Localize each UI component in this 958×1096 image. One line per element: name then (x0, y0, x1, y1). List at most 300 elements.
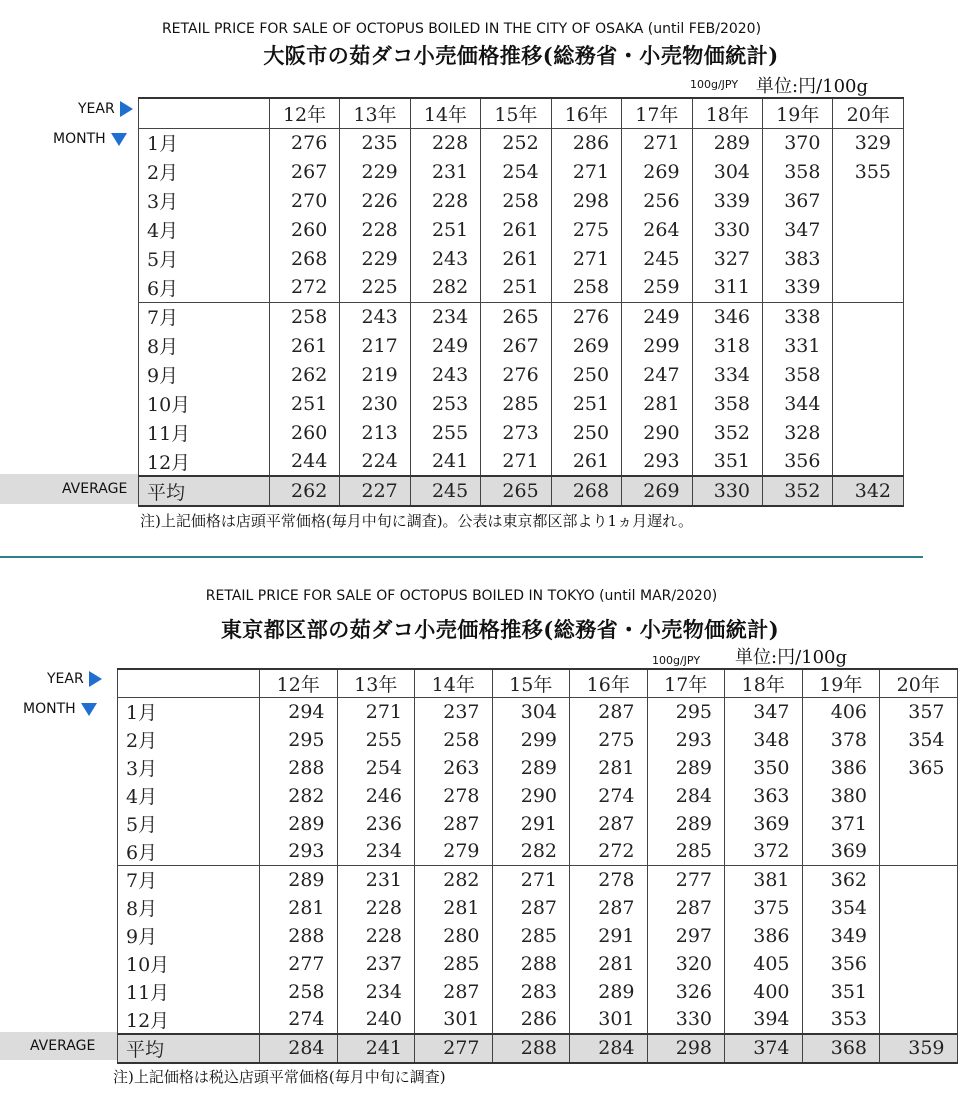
price-cell: 285 (415, 950, 493, 978)
price-cell: 240 (337, 1006, 415, 1034)
table-row (139, 186, 904, 215)
osaka-unit-en: 100g/JPY (690, 78, 739, 91)
price-cell: 234 (410, 302, 480, 331)
price-cell (880, 838, 958, 866)
price-cell: 285 (492, 922, 570, 950)
average-cell: 265 (481, 476, 551, 506)
price-cell: 350 (725, 754, 803, 782)
price-cell: 258 (481, 186, 551, 215)
price-cell: 355 (833, 157, 904, 186)
price-cell: 255 (410, 418, 480, 447)
price-cell (880, 950, 958, 978)
price-cell: 226 (340, 186, 410, 215)
price-cell: 353 (802, 1006, 880, 1034)
price-cell (833, 302, 904, 331)
arrow-down-icon (81, 703, 97, 716)
price-cell (880, 866, 958, 894)
price-cell: 276 (551, 302, 621, 331)
price-cell: 289 (647, 810, 725, 838)
price-cell: 271 (492, 866, 570, 894)
tokyo-average-label: AVERAGE (30, 1038, 96, 1054)
price-cell: 356 (763, 447, 833, 476)
price-cell (833, 331, 904, 360)
price-cell: 272 (570, 838, 648, 866)
price-cell: 356 (802, 950, 880, 978)
price-cell: 250 (551, 418, 621, 447)
price-cell: 369 (802, 838, 880, 866)
price-cell: 254 (481, 157, 551, 186)
price-cell: 283 (492, 978, 570, 1006)
price-cell (880, 894, 958, 922)
average-cell: 352 (763, 476, 833, 506)
price-cell: 299 (492, 726, 570, 754)
price-cell: 367 (763, 186, 833, 215)
price-cell: 289 (260, 810, 338, 838)
price-cell: 252 (481, 128, 551, 157)
table-row (118, 950, 958, 978)
arrow-down-icon (111, 133, 127, 146)
price-cell: 260 (269, 215, 339, 244)
table-row (139, 418, 904, 447)
price-cell: 231 (337, 866, 415, 894)
month-label: 10月 (139, 389, 270, 418)
price-cell: 280 (415, 922, 493, 950)
price-cell: 281 (570, 950, 648, 978)
price-cell: 372 (725, 838, 803, 866)
average-row (118, 1034, 958, 1063)
price-cell: 298 (551, 186, 621, 215)
price-cell: 263 (415, 754, 493, 782)
price-cell: 275 (551, 215, 621, 244)
price-cell: 380 (802, 782, 880, 810)
osaka-price-table (138, 97, 904, 507)
average-cell: 284 (260, 1034, 338, 1063)
osaka-note: 注)上記価格は店頭平常価格(毎月中旬に調査)。公表は東京都区部より1ヵ月遅れ。 (140, 512, 694, 530)
price-cell: 330 (647, 1006, 725, 1034)
average-row (139, 476, 904, 506)
price-cell: 386 (802, 754, 880, 782)
price-cell: 277 (260, 950, 338, 978)
price-cell: 286 (492, 1006, 570, 1034)
price-cell: 358 (763, 157, 833, 186)
price-cell: 237 (415, 698, 493, 726)
price-cell (833, 360, 904, 389)
price-cell: 279 (415, 838, 493, 866)
table-row (139, 447, 904, 476)
price-cell (880, 810, 958, 838)
price-cell: 276 (481, 360, 551, 389)
price-cell: 236 (337, 810, 415, 838)
price-cell (833, 389, 904, 418)
price-cell: 241 (410, 447, 480, 476)
price-cell: 262 (269, 360, 339, 389)
price-cell: 224 (340, 447, 410, 476)
month-label: 12月 (139, 447, 270, 476)
price-cell: 289 (492, 754, 570, 782)
price-cell: 282 (410, 273, 480, 302)
price-cell (880, 978, 958, 1006)
price-cell: 326 (647, 978, 725, 1006)
price-cell: 369 (725, 810, 803, 838)
price-cell: 281 (570, 754, 648, 782)
year-header: 15年 (481, 98, 551, 128)
table-row (139, 244, 904, 273)
table-row (118, 698, 958, 726)
price-cell: 287 (570, 894, 648, 922)
osaka-average-label: AVERAGE (62, 481, 128, 497)
month-label: 5月 (139, 244, 270, 273)
osaka-month-label: MONTH (53, 131, 106, 147)
price-cell: 381 (725, 866, 803, 894)
month-label: 4月 (139, 215, 270, 244)
price-cell: 285 (481, 389, 551, 418)
tokyo-unit-jp: 単位:円/100g (735, 647, 848, 668)
table-row (118, 1006, 958, 1034)
price-cell: 255 (337, 726, 415, 754)
table-row (139, 331, 904, 360)
price-cell: 267 (269, 157, 339, 186)
year-header: 15年 (492, 669, 570, 698)
price-cell: 330 (692, 215, 762, 244)
tokyo-year-marker (47, 671, 102, 687)
year-header: 17年 (647, 669, 725, 698)
osaka-panel (0, 0, 923, 555)
price-cell: 288 (260, 922, 338, 950)
tokyo-panel (0, 560, 945, 1096)
price-cell: 281 (622, 389, 692, 418)
price-cell: 271 (481, 447, 551, 476)
price-cell: 253 (410, 389, 480, 418)
price-cell: 301 (570, 1006, 648, 1034)
price-cell: 284 (647, 782, 725, 810)
osaka-title-en: RETAIL PRICE FOR SALE OF OCTOPUS BOILED IN THE CITY OF OSAKA (until FEB/2020) (161, 21, 762, 37)
price-cell: 251 (269, 389, 339, 418)
price-cell: 287 (415, 978, 493, 1006)
corner-cell (118, 669, 260, 698)
price-cell: 358 (763, 360, 833, 389)
average-cell: 227 (340, 476, 410, 506)
month-label: 5月 (118, 810, 260, 838)
osaka-year-marker (78, 101, 133, 117)
price-cell: 261 (551, 447, 621, 476)
price-cell: 406 (802, 698, 880, 726)
price-cell: 251 (410, 215, 480, 244)
price-cell: 289 (570, 978, 648, 1006)
year-header: 14年 (410, 98, 480, 128)
price-cell: 273 (481, 418, 551, 447)
panel-divider (0, 556, 923, 558)
price-cell: 285 (647, 838, 725, 866)
price-cell: 334 (692, 360, 762, 389)
price-cell: 213 (340, 418, 410, 447)
price-cell: 258 (415, 726, 493, 754)
tokyo-month-marker (23, 701, 97, 717)
year-header: 16年 (570, 669, 648, 698)
average-cell: 342 (833, 476, 904, 506)
price-cell: 304 (692, 157, 762, 186)
price-cell: 269 (551, 331, 621, 360)
price-cell: 276 (269, 128, 339, 157)
price-cell: 405 (725, 950, 803, 978)
month-label: 8月 (118, 894, 260, 922)
table-row (118, 866, 958, 894)
tokyo-title-jp: 東京都区部の茹ダコ小売価格推移(総務省・小売物価統計) (220, 617, 780, 642)
tokyo-month-label: MONTH (23, 701, 76, 717)
table-row (139, 389, 904, 418)
price-cell: 282 (260, 782, 338, 810)
price-cell: 243 (410, 360, 480, 389)
price-cell: 357 (880, 698, 958, 726)
price-cell: 258 (269, 302, 339, 331)
year-header: 18年 (725, 669, 803, 698)
price-cell: 339 (692, 186, 762, 215)
price-cell: 351 (802, 978, 880, 1006)
price-cell: 363 (725, 782, 803, 810)
price-cell: 329 (833, 128, 904, 157)
price-cell (880, 1006, 958, 1034)
price-cell (833, 186, 904, 215)
price-cell: 295 (260, 726, 338, 754)
price-cell: 344 (763, 389, 833, 418)
month-label: 11月 (139, 418, 270, 447)
month-label: 3月 (118, 754, 260, 782)
month-label: 7月 (118, 866, 260, 894)
table-row (118, 922, 958, 950)
price-cell: 261 (481, 244, 551, 273)
price-cell: 272 (269, 273, 339, 302)
price-cell: 291 (492, 810, 570, 838)
price-cell: 288 (260, 754, 338, 782)
price-cell: 243 (340, 302, 410, 331)
table-row (139, 302, 904, 331)
price-cell: 251 (481, 273, 551, 302)
price-cell: 228 (337, 894, 415, 922)
price-cell: 229 (340, 157, 410, 186)
year-header: 17年 (622, 98, 692, 128)
price-cell: 277 (647, 866, 725, 894)
average-cell: 245 (410, 476, 480, 506)
price-cell: 311 (692, 273, 762, 302)
average-cell: 359 (880, 1034, 958, 1063)
price-cell: 287 (570, 698, 648, 726)
price-cell: 229 (340, 244, 410, 273)
price-cell: 338 (763, 302, 833, 331)
month-label: 6月 (118, 838, 260, 866)
price-cell: 225 (340, 273, 410, 302)
price-cell: 265 (481, 302, 551, 331)
table-row (118, 894, 958, 922)
corner-cell (139, 98, 270, 128)
price-cell: 327 (692, 244, 762, 273)
price-cell: 278 (415, 782, 493, 810)
price-cell: 289 (692, 128, 762, 157)
price-cell: 287 (492, 894, 570, 922)
price-cell: 394 (725, 1006, 803, 1034)
price-cell: 275 (570, 726, 648, 754)
table-row (118, 978, 958, 1006)
price-cell: 268 (269, 244, 339, 273)
price-cell: 246 (337, 782, 415, 810)
price-cell (880, 922, 958, 950)
price-cell: 354 (880, 726, 958, 754)
osaka-unit-jp: 単位:円/100g (756, 76, 869, 97)
average-cell: 288 (492, 1034, 570, 1063)
price-cell: 228 (337, 922, 415, 950)
price-cell: 271 (622, 128, 692, 157)
price-cell: 217 (340, 331, 410, 360)
osaka-year-label: YEAR (78, 101, 115, 117)
month-label: 2月 (139, 157, 270, 186)
price-cell: 293 (622, 447, 692, 476)
price-cell: 347 (763, 215, 833, 244)
price-cell: 230 (340, 389, 410, 418)
year-header: 13年 (337, 669, 415, 698)
price-cell: 370 (763, 128, 833, 157)
tokyo-unit-en: 100g/JPY (652, 654, 701, 667)
table-row (139, 215, 904, 244)
average-cell: 374 (725, 1034, 803, 1063)
price-cell: 274 (260, 1006, 338, 1034)
month-label: 2月 (118, 726, 260, 754)
table-row (118, 782, 958, 810)
year-header: 20年 (880, 669, 958, 698)
price-cell: 243 (410, 244, 480, 273)
year-header: 12年 (269, 98, 339, 128)
price-cell: 228 (410, 128, 480, 157)
price-cell: 270 (269, 186, 339, 215)
average-jp-label: 平均 (118, 1034, 260, 1063)
price-cell: 294 (260, 698, 338, 726)
price-cell: 386 (725, 922, 803, 950)
price-cell: 245 (622, 244, 692, 273)
price-cell: 301 (415, 1006, 493, 1034)
price-cell: 339 (763, 273, 833, 302)
price-cell: 287 (570, 810, 648, 838)
price-cell: 269 (622, 157, 692, 186)
price-cell: 251 (551, 389, 621, 418)
month-label: 8月 (139, 331, 270, 360)
price-cell: 261 (481, 215, 551, 244)
price-cell: 235 (340, 128, 410, 157)
price-cell: 267 (481, 331, 551, 360)
price-cell: 264 (622, 215, 692, 244)
price-cell: 249 (410, 331, 480, 360)
table-row (118, 838, 958, 866)
price-cell: 290 (492, 782, 570, 810)
year-header: 16年 (551, 98, 621, 128)
average-jp-label: 平均 (139, 476, 270, 506)
price-cell: 271 (551, 157, 621, 186)
price-cell: 258 (260, 978, 338, 1006)
price-cell: 278 (570, 866, 648, 894)
table-row (139, 128, 904, 157)
price-cell: 287 (415, 810, 493, 838)
price-cell: 282 (492, 838, 570, 866)
month-label: 11月 (118, 978, 260, 1006)
average-cell: 368 (802, 1034, 880, 1063)
price-cell: 351 (692, 447, 762, 476)
price-cell: 287 (647, 894, 725, 922)
price-cell: 260 (269, 418, 339, 447)
price-cell: 228 (410, 186, 480, 215)
price-cell (833, 447, 904, 476)
price-cell: 281 (415, 894, 493, 922)
price-cell: 289 (647, 754, 725, 782)
price-cell (833, 273, 904, 302)
average-cell: 277 (415, 1034, 493, 1063)
price-cell: 331 (763, 331, 833, 360)
price-cell (833, 418, 904, 447)
price-cell: 259 (622, 273, 692, 302)
price-cell: 228 (340, 215, 410, 244)
price-cell: 371 (802, 810, 880, 838)
price-cell: 378 (802, 726, 880, 754)
price-cell: 320 (647, 950, 725, 978)
price-cell: 347 (725, 698, 803, 726)
average-cell: 241 (337, 1034, 415, 1063)
price-cell: 258 (551, 273, 621, 302)
price-cell: 288 (492, 950, 570, 978)
year-header: 12年 (260, 669, 338, 698)
price-cell: 247 (622, 360, 692, 389)
tokyo-note: 注)上記価格は税込店頭平常価格(毎月中旬に調査) (113, 1068, 446, 1086)
average-cell: 269 (622, 476, 692, 506)
price-cell: 293 (647, 726, 725, 754)
price-cell: 346 (692, 302, 762, 331)
table-row (139, 157, 904, 186)
price-cell: 254 (337, 754, 415, 782)
price-cell: 318 (692, 331, 762, 360)
month-label: 9月 (139, 360, 270, 389)
price-cell: 289 (260, 866, 338, 894)
average-cell: 330 (692, 476, 762, 506)
table-row (139, 360, 904, 389)
price-cell: 299 (622, 331, 692, 360)
price-cell: 349 (802, 922, 880, 950)
price-cell: 290 (622, 418, 692, 447)
price-cell: 383 (763, 244, 833, 273)
year-header: 14年 (415, 669, 493, 698)
month-label: 9月 (118, 922, 260, 950)
price-cell (833, 244, 904, 273)
tokyo-title-en: RETAIL PRICE FOR SALE OF OCTOPUS BOILED IN TOKYO (until MAR/2020) (205, 588, 718, 604)
year-header: 20年 (833, 98, 904, 128)
price-cell: 219 (340, 360, 410, 389)
month-label: 1月 (118, 698, 260, 726)
month-label: 6月 (139, 273, 270, 302)
price-cell: 362 (802, 866, 880, 894)
price-cell: 249 (622, 302, 692, 331)
year-header: 13年 (340, 98, 410, 128)
price-cell: 295 (647, 698, 725, 726)
year-header: 19年 (763, 98, 833, 128)
osaka-title-jp: 大阪市の茹ダコ小売価格推移(総務省・小売物価統計) (263, 43, 779, 68)
price-cell: 234 (337, 978, 415, 1006)
month-label: 7月 (139, 302, 270, 331)
average-cell: 298 (647, 1034, 725, 1063)
price-cell (880, 782, 958, 810)
month-label: 12月 (118, 1006, 260, 1034)
average-cell: 262 (269, 476, 339, 506)
price-cell: 256 (622, 186, 692, 215)
osaka-month-marker (53, 131, 127, 147)
price-cell: 328 (763, 418, 833, 447)
price-cell: 400 (725, 978, 803, 1006)
price-cell: 250 (551, 360, 621, 389)
month-label: 3月 (139, 186, 270, 215)
price-cell: 291 (570, 922, 648, 950)
month-label: 4月 (118, 782, 260, 810)
